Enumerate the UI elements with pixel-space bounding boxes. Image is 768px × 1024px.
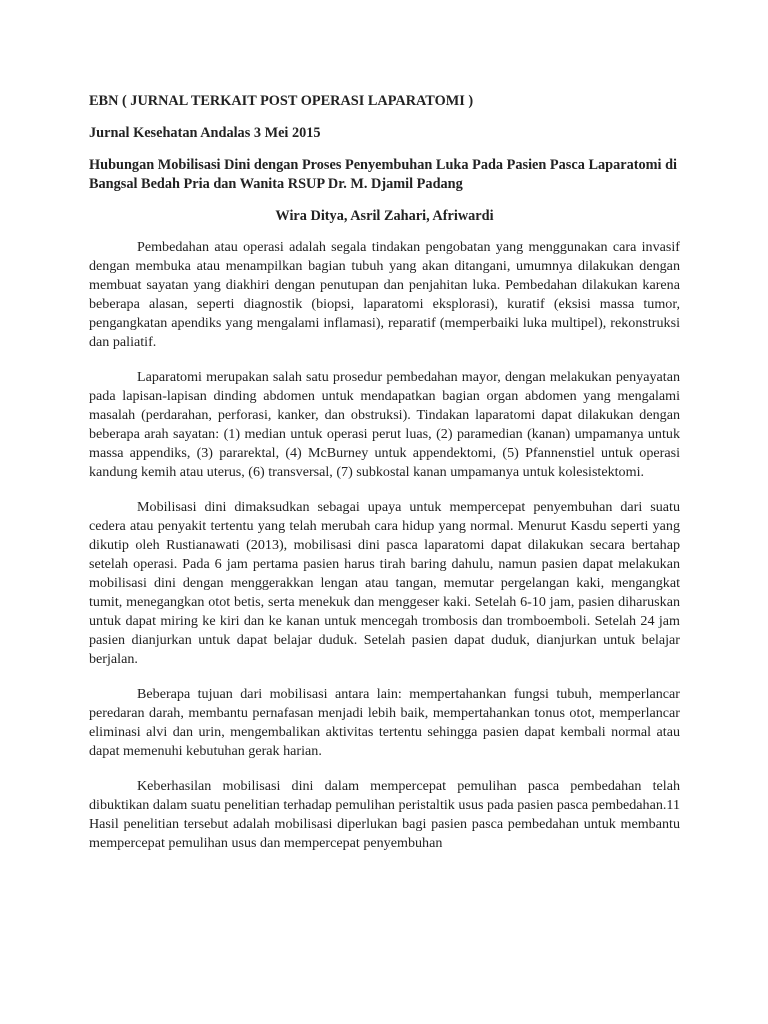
document-header: EBN ( JURNAL TERKAIT POST OPERASI LAPARATOMI )	[89, 93, 474, 109]
journal-source: Jurnal Kesehatan Andalas 3 Mei 2015	[89, 125, 321, 141]
article-title: Hubungan Mobilisasi Dini dengan Proses Penyembuhan Luka Pada Pasien Pasca Laparatomi di Bangsal Bedah Pria dan Wanita RSUP Dr. M. Djamil Padang	[89, 157, 678, 192]
body-paragraph: Beberapa tujuan dari mobilisasi antara lain: mempertahankan fungsi tubuh, memperlancar peredaran darah, membantu pernafasan menjadi lebih baik, mempertahankan tonus otot, memperlancar eliminasi alvi dan urin, mengembalikan aktivitas tertentu sehingga pasien dapat kembali normal atau dapat memenuhi kebutuhan gerak harian.	[89, 686, 680, 759]
article-authors: Wira Ditya, Asril Zahari, Afriwardi	[275, 208, 494, 224]
body-paragraph: Mobilisasi dini dimaksudkan sebagai upaya untuk mempercepat penyembuhan dari suatu cedera atau penyakit tertentu yang telah merubah cara hidup yang normal. Menurut Kasdu seperti yang dikutip oleh Rustianawati (2013), mobilisasi dini pasca laparatomi dapat dilakukan secara bertahap setelah operasi. Pada 6 jam pertama pasien harus tirah baring dahulu, namun pasien dapat melakukan mobilisasi dini dengan menggerakkan lengan atau tangan, memutar pergelangan kaki, mengangkat tumit, menegangkan otot betis, serta menekuk dan menggeser kaki. Setelah 6-10 jam, pasien diharuskan untuk dapat miring ke kiri dan ke kanan untuk mencegah trombosis dan tromboemboli. Setelah 24 jam pasien dianjurkan untuk dapat belajar duduk. Setelah pasien dapat duduk, dianjurkan untuk belajar berjalan.	[89, 499, 680, 667]
body-paragraph: Laparatomi merupakan salah satu prosedur pembedahan mayor, dengan melakukan penyayatan pada lapisan-lapisan dinding abdomen untuk mendapatkan bagian organ abdomen yang mengalami masalah (perdarahan, perforasi, kanker, dan obstruksi). Tindakan laparatomi dapat dilakukan dengan beberapa arah sayatan: (1) median untuk operasi perut luas, (2) paramedian (kanan) umpamanya untuk massa appendiks, (3) pararektal, (4) McBurney untuk appendektomi, (5) Pfannenstiel untuk operasi kandung kemih atau uterus, (6) transversal, (7) subkostal kanan umpamanya untuk kolesistektomi.	[89, 369, 680, 480]
body-paragraph: Keberhasilan mobilisasi dini dalam mempercepat pemulihan pasca pembedahan telah dibuktikan dalam suatu penelitian terhadap pemulihan peristaltik usus pada pasien pasca pembedahan.11 Hasil penelitian tersebut adalah mobilisasi diperlukan bagi pasien pasca pembedahan untuk membantu mempercepat pemulihan usus dan mempercepat penyembuhan	[89, 778, 680, 851]
body-paragraph: Pembedahan atau operasi adalah segala tindakan pengobatan yang menggunakan cara invasif dengan membuka atau menampilkan bagian tubuh yang akan ditangani, umumnya dilakukan dengan membuat sayatan yang diakhiri dengan penutupan dan penjahitan luka. Pembedahan dilakukan karena beberapa alasan, seperti diagnostik (biopsi, laparatomi eksplorasi), kuratif (eksisi massa tumor, pengangkatan apendiks yang mengalami inflamasi), reparatif (memperbaiki luka multipel), rekonstruksi dan paliatif.	[89, 239, 680, 350]
